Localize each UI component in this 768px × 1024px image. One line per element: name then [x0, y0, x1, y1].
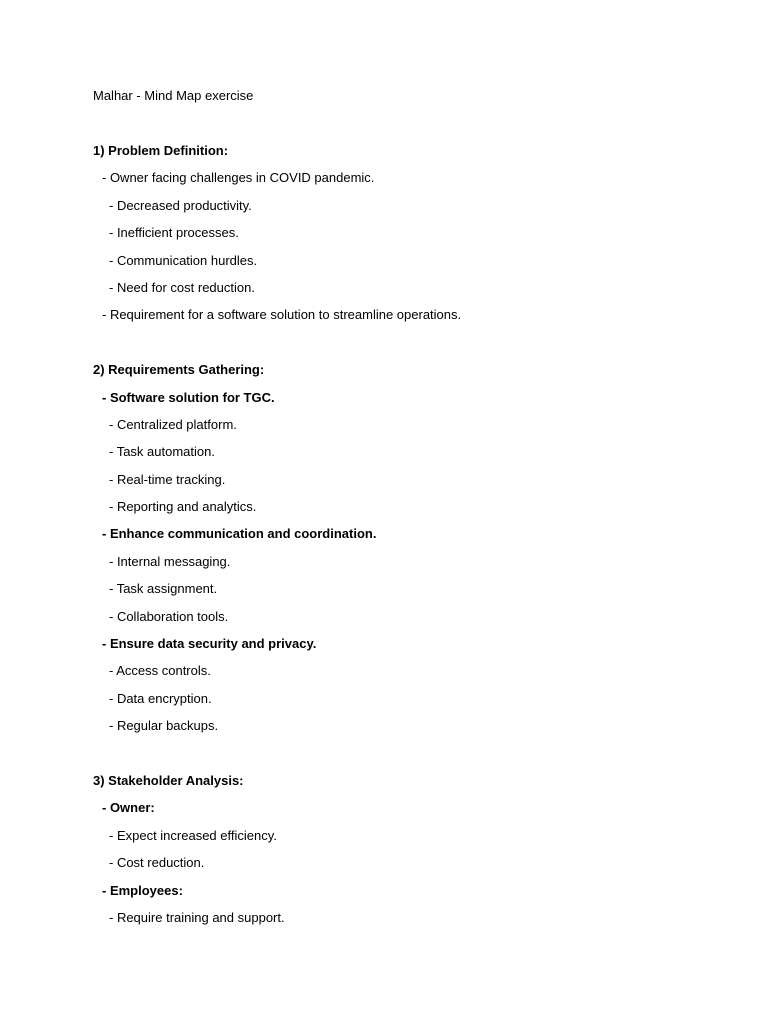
- sub-list-item: - Real-time tracking.: [109, 471, 226, 487]
- sub-list-item: - Centralized platform.: [109, 416, 237, 432]
- sub-list-item: - Internal messaging.: [109, 553, 231, 569]
- sub-list-item: - Access controls.: [109, 663, 211, 679]
- sub-list-item: - Inefficient processes.: [109, 225, 239, 241]
- sub-list-item: - Require training and support.: [109, 909, 285, 925]
- list-item: - Employees:: [102, 882, 183, 898]
- sub-list-item: - Communication hurdles.: [109, 252, 258, 268]
- section-stakeholder-analysis: [93, 772, 728, 936]
- section-requirements-gathering: [93, 361, 728, 744]
- sub-list-item: - Need for cost reduction.: [109, 279, 255, 295]
- sub-list-item: - Decreased productivity.: [109, 197, 252, 213]
- sub-list-item: - Data encryption.: [109, 690, 212, 706]
- sub-list-item: - Expect increased efficiency.: [109, 827, 277, 843]
- section-problem-definition: [93, 142, 728, 334]
- list-item: - Owner:: [102, 800, 155, 816]
- document-body: [93, 142, 728, 936]
- sub-list-item: - Task assignment.: [109, 581, 218, 597]
- section-heading: 2) Requirements Gathering:: [93, 362, 265, 378]
- list-item: - Requirement for a software solution to streamline operations.: [102, 307, 462, 323]
- list-item: - Owner facing challenges in COVID pandemic.: [102, 170, 375, 186]
- document-title: Malhar - Mind Map exercise: [93, 88, 254, 103]
- sub-list-item: - Task automation.: [109, 444, 215, 460]
- sub-list-item: - Cost reduction.: [109, 855, 205, 871]
- sub-list-item: - Collaboration tools.: [109, 608, 229, 624]
- section-heading: 1) Problem Definition:: [93, 143, 229, 158]
- list-item: - Enhance communication and coordination.: [102, 526, 377, 542]
- sub-list-item: - Reporting and analytics.: [109, 499, 257, 515]
- list-item: - Ensure data security and privacy.: [102, 636, 317, 652]
- sub-list-item: - Regular backups.: [109, 718, 219, 734]
- list-item: - Software solution for TGC.: [102, 389, 275, 405]
- section-heading: 3) Stakeholder Analysis:: [93, 772, 244, 788]
